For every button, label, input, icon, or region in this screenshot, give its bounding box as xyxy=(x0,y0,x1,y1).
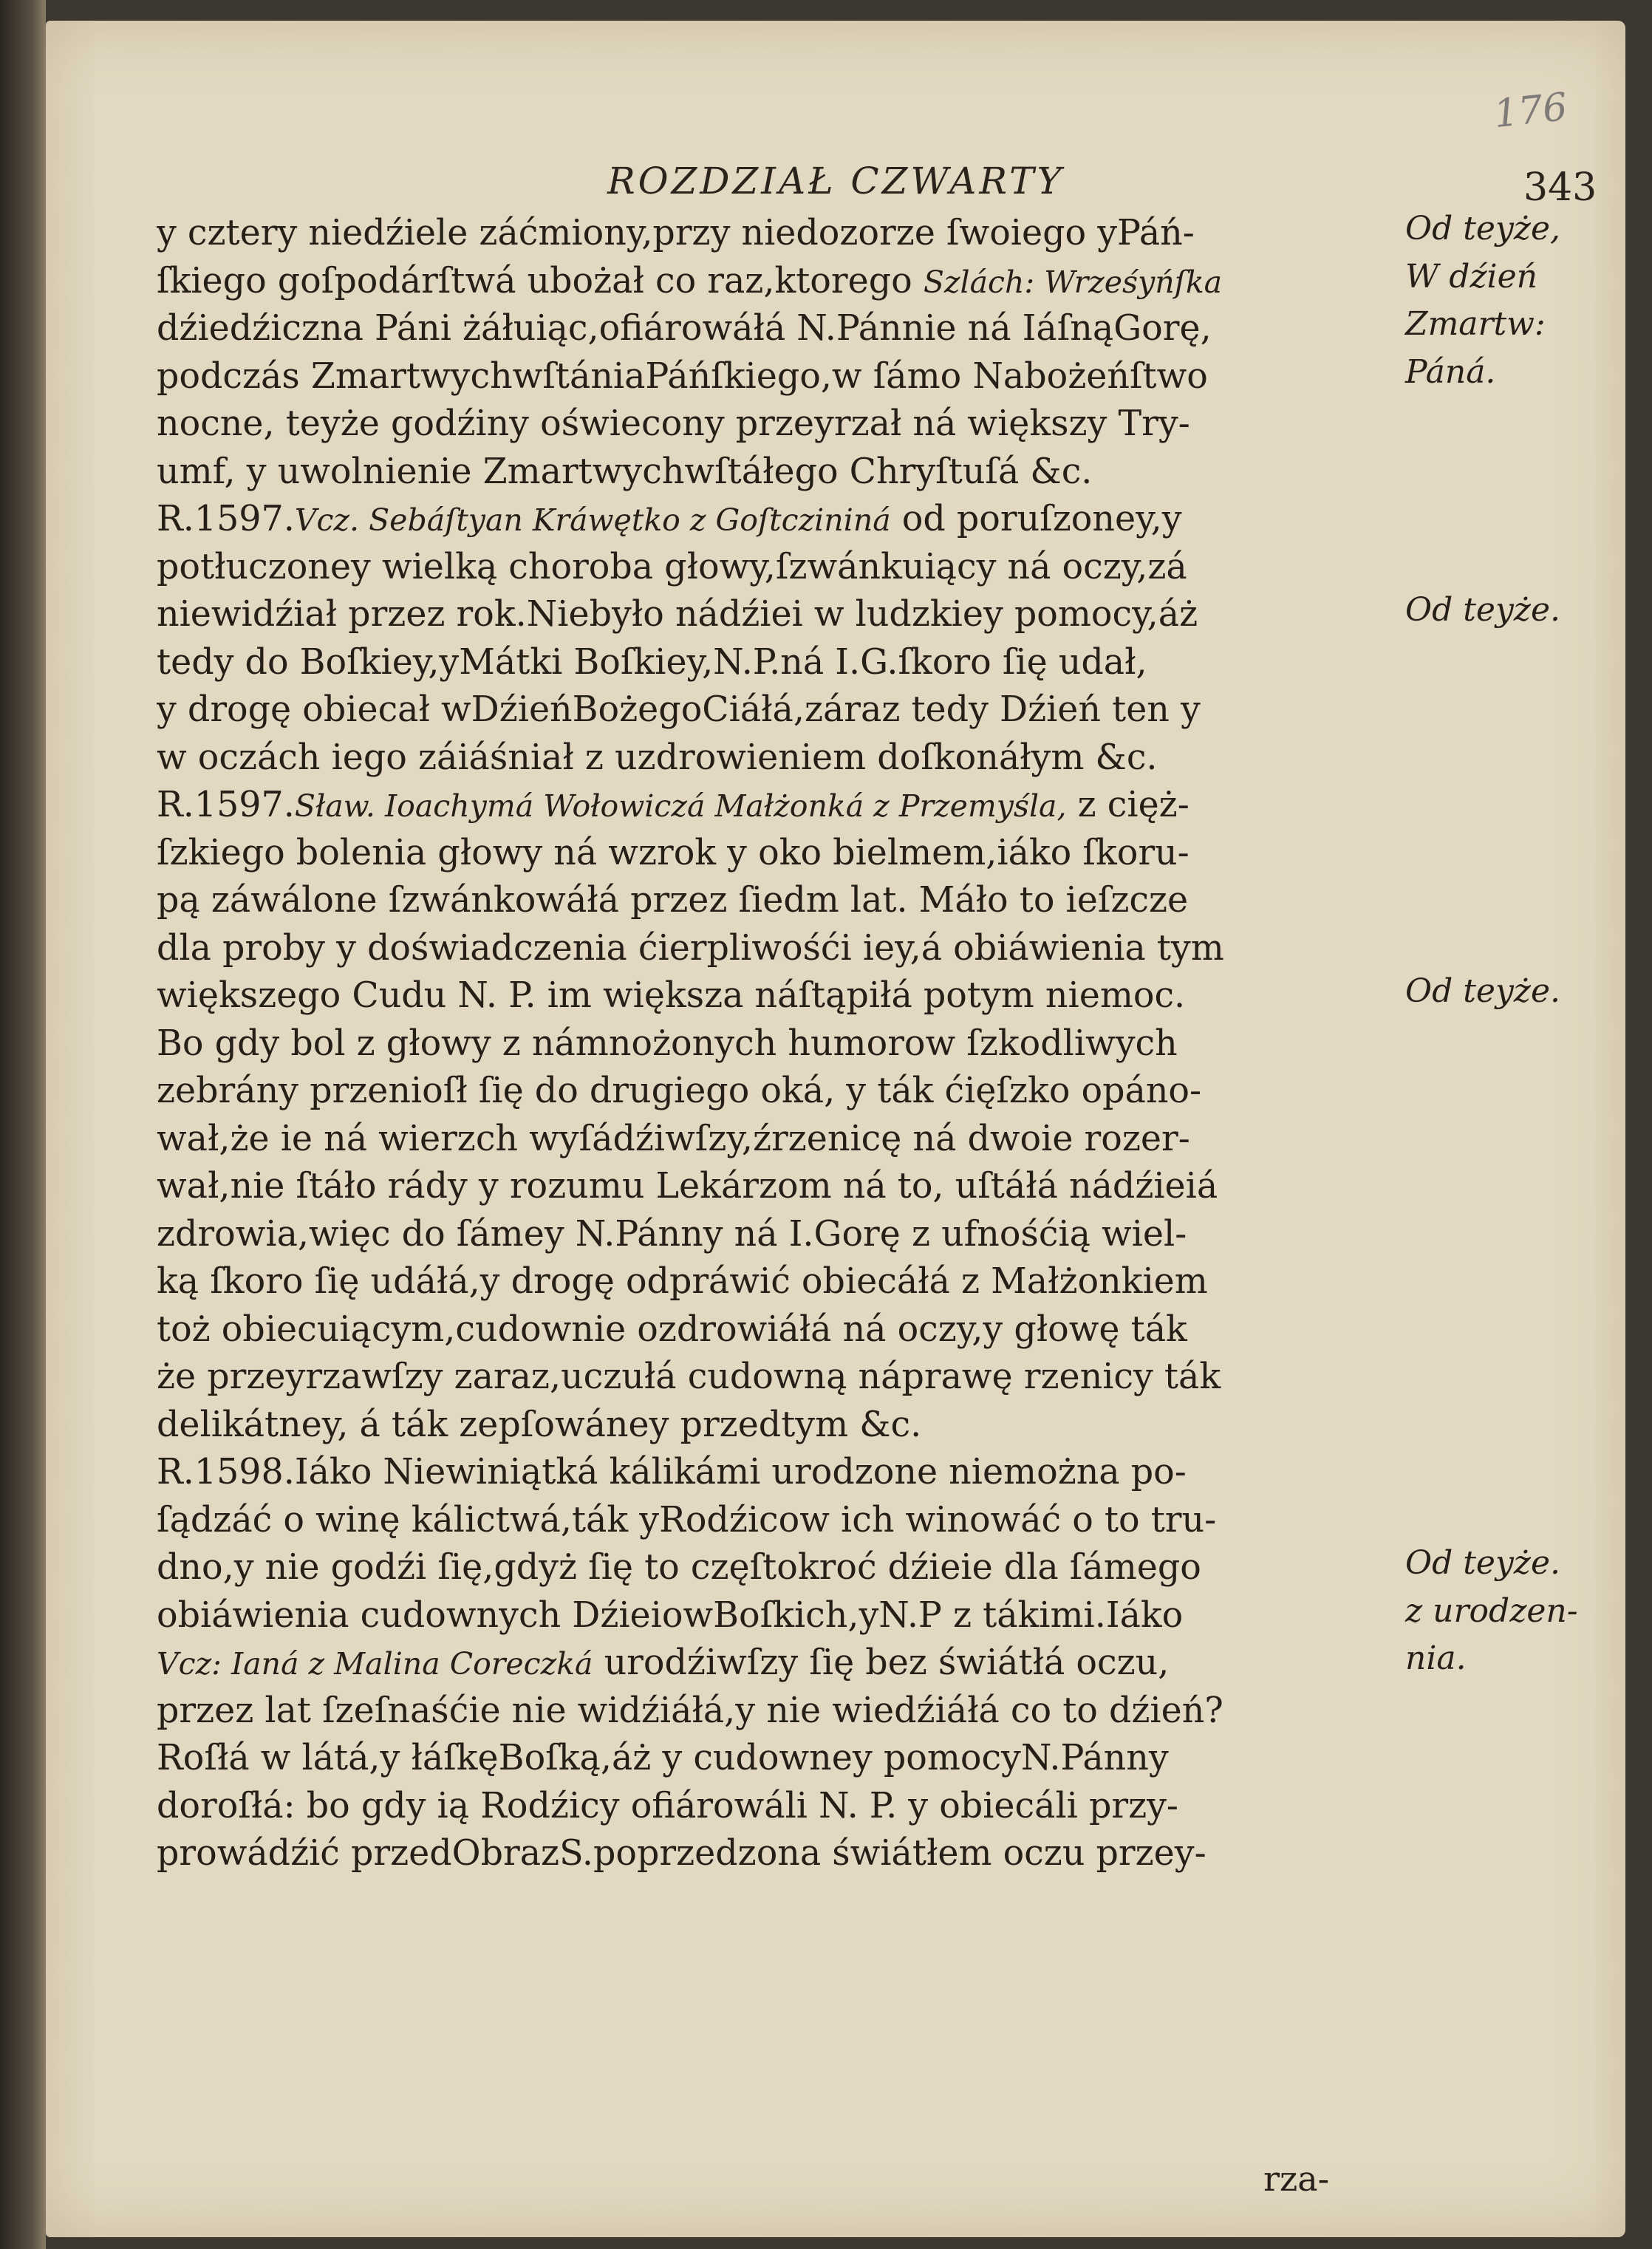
line-text: pą záwálone ſzwánkowáłá przez ſiedm lat. Máło to ieſzcze xyxy=(157,880,1189,921)
line-italic-text: Vcz. Sebáſtyan Kráwętko z Goſtczininá xyxy=(294,502,891,538)
line-text: niewidźiał przez rok.Niebyło nádźiei w ludzkiey pomocy,áż xyxy=(157,594,1198,635)
margin-note: Páná. xyxy=(1405,352,1496,391)
text-line xyxy=(157,925,1405,973)
catchword: rza- xyxy=(1263,2159,1330,2199)
text-line xyxy=(157,210,1405,258)
text-line xyxy=(157,1068,1405,1116)
text-line xyxy=(157,686,1405,734)
line-text: umf, y uwolnienie Zmartwychwſtáłego Chryſtuſá &c. xyxy=(157,451,1093,492)
text-line xyxy=(157,544,1405,592)
text-line xyxy=(157,877,1405,925)
running-head: ROZDZIAŁ CZWARTY xyxy=(607,160,1065,202)
line-text: potłuczoney wielką choroba głowy,ſzwánkuiący ná oczy,zá xyxy=(157,546,1187,587)
line-text: że przeyrzawſzy zaraz,uczułá cudowną náprawę rzenicy ták xyxy=(157,1356,1221,1397)
line-text: ką ſkoro ſię udáłá,y drogę odpráwić obiecáłá z Małżonkiem xyxy=(157,1261,1208,1302)
line-italic-text: Sław. Ioachymá Wołowiczá Małżonká z Przemyśla, xyxy=(294,788,1067,824)
line-text: ſzkiego bolenia głowy ná wzrok y oko bielmem,iáko ſkoru- xyxy=(157,832,1189,873)
line-text: większego Cudu N. P. im większa náſtąpiłá potym niemoc. xyxy=(157,975,1186,1016)
text-line xyxy=(157,353,1405,401)
text-line xyxy=(157,1830,1405,1878)
text-line xyxy=(157,1402,1405,1450)
text-line xyxy=(157,448,1405,496)
text-line xyxy=(157,496,1405,544)
text-line xyxy=(157,830,1405,878)
line-text: y cztery niedźiele záćmiony,przy niedozorze ſwoiego yPáń- xyxy=(157,213,1195,253)
margin-note: Od teyże, xyxy=(1405,210,1561,248)
line-text: y drogę obiecał wDźieńBożegoCiáłá,záraz tedy Dźień ten y xyxy=(157,689,1201,730)
text-line xyxy=(157,1116,1405,1164)
line-text: prowádźić przedObrazS.poprzedzona świátłem oczu przey- xyxy=(157,1833,1206,1874)
line-text: R.1597. xyxy=(157,499,295,539)
line-italic-text: Vcz: Ianá z Malina Coreczká xyxy=(157,1646,593,1682)
text-line xyxy=(157,1211,1405,1259)
line-text: nocne, teyże godźiny oświecony przeyrzał ná większy Try- xyxy=(157,403,1190,444)
margin-note: W dźień xyxy=(1405,257,1538,296)
line-text: doroſłá: bo gdy ią Rodźicy ofiárowáli N. P. y obiecáli przy- xyxy=(157,1785,1178,1826)
line-text: dla proby y doświadczenia ćierpliwośći iey,á obiáwienia tym xyxy=(157,927,1224,969)
text-line xyxy=(157,1163,1405,1211)
text-line xyxy=(157,1354,1405,1402)
text-line xyxy=(157,591,1405,639)
line-text: tedy do Boſkiey,yMátki Boſkiey,N.P.ná I.G.ſkoro ſię udał, xyxy=(157,641,1147,683)
line-text: Roſłá w látá,y łáſkęBoſką,áż y cudowney pomocyN.Pánny xyxy=(157,1738,1169,1778)
line-text: Bo gdy bol z głowy z námnożonych humorow ſzkodliwych xyxy=(157,1023,1178,1064)
text-line xyxy=(157,1783,1405,1831)
line-text: ſkiego goſpodárſtwá ubożał co raz,ktorego xyxy=(157,260,924,301)
text-line xyxy=(157,305,1405,353)
line-text: toż obiecuiącym,cudownie ozdrowiáłá ná oczy,y głowę ták xyxy=(157,1308,1187,1350)
margin-note: Zmartw: xyxy=(1405,305,1546,343)
line-text: obiáwienia cudownych DźieiowBoſkich,yN.P z tákimi.Iáko xyxy=(157,1594,1184,1636)
book-page xyxy=(46,21,1625,2237)
line-text: zebrány przenioſł ſię do drugiego oká, y ták ćięſzko opáno- xyxy=(157,1071,1202,1111)
handwritten-folio-number: 176 xyxy=(1492,84,1570,137)
margin-note: Od teyże. xyxy=(1405,1544,1561,1582)
text-line xyxy=(157,1020,1405,1068)
text-line xyxy=(157,1306,1405,1354)
line-text: R.1597. xyxy=(157,785,295,825)
line-text: podczás ZmartwychwſtániaPáńſkiego,w ſámo Nabożeńſtwo xyxy=(157,355,1208,397)
text-line xyxy=(157,1687,1405,1736)
text-line xyxy=(157,1592,1405,1640)
page-number: 343 xyxy=(1523,165,1597,210)
line-text: przez lat ſzeſnaśćie nie widźiáłá,y nie wiedźiáłá co to dźień? xyxy=(157,1690,1223,1731)
text-line xyxy=(157,1497,1405,1545)
margin-note: nia. xyxy=(1405,1639,1467,1677)
text-line xyxy=(157,1544,1405,1592)
text-line xyxy=(157,258,1405,306)
line-text: dźiedźiczna Páni żáłuiąc,ofiárowáłá N.Pánnie ná IáſnąGorę, xyxy=(157,308,1212,349)
margin-note: Od teyże. xyxy=(1405,972,1561,1010)
line-text-continued: od poruſzoney,y xyxy=(890,499,1182,539)
line-text: delikátney, á ták zepſowáney przedtym &c. xyxy=(157,1404,922,1445)
book-spine xyxy=(0,0,46,2249)
text-line xyxy=(157,400,1405,448)
line-italic-text: Szlách: Wrześyńſka xyxy=(923,264,1223,300)
text-line xyxy=(157,782,1405,830)
text-line xyxy=(157,1449,1405,1497)
margin-note: Od teyże. xyxy=(1405,591,1561,629)
text-line xyxy=(157,639,1405,687)
line-text: R.1598.Iáko Niewiniątká kálikámi urodzone niemożna po- xyxy=(157,1452,1187,1492)
text-line xyxy=(157,734,1405,782)
line-text-continued: urodźiwſzy ſię bez świátłá oczu, xyxy=(593,1642,1170,1683)
text-line xyxy=(157,1639,1405,1687)
text-line xyxy=(157,1735,1405,1783)
line-text: dno,y nie godźi ſię,gdyż ſię to częſtokroć dźieie dla ſámego xyxy=(157,1547,1201,1588)
text-line xyxy=(157,972,1405,1020)
line-text: wał,że ie ná wierzch wyſádźiwſzy,źrzenicę ná dwoie rozer- xyxy=(157,1118,1190,1159)
line-text: ſądzáć o winę kálictwá,ták yRodźicow ich winowáć o to tru- xyxy=(157,1499,1217,1540)
line-text-continued: z cięż- xyxy=(1066,785,1189,825)
margin-note: z urodzen- xyxy=(1405,1591,1578,1630)
line-text: zdrowia,więc do ſámey N.Pánny ná I.Gorę z ufnośćią wiel- xyxy=(157,1213,1187,1255)
text-line xyxy=(157,1258,1405,1306)
body-text xyxy=(157,210,1405,1878)
line-text: wał,nie ſtáło rády y rozumu Lekárzom ná to, uſtáłá nádźieiá xyxy=(157,1166,1218,1207)
line-text: w oczách iego záiáśniał z uzdrowieniem doſkonáłym &c. xyxy=(157,737,1158,778)
